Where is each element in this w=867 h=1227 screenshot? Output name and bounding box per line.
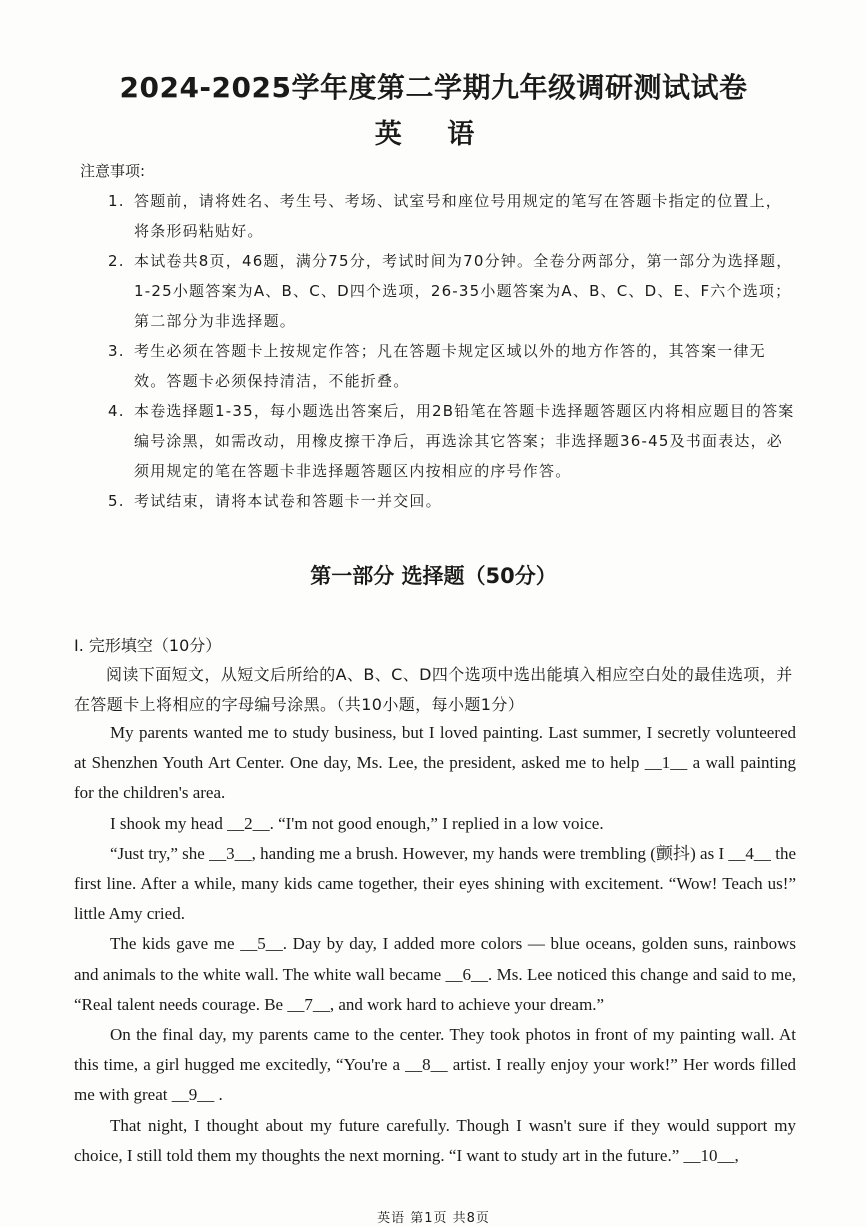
note-item — [108, 246, 798, 336]
notes-heading: 注意事项: — [80, 162, 146, 180]
note-item — [108, 186, 798, 246]
section-title: I. 完形填空（10分） — [74, 636, 222, 655]
notes-list — [108, 186, 798, 516]
note-text: 考试结束，请将本试卷和答题卡一并交回。 — [134, 492, 442, 510]
note-number: 3. — [108, 342, 125, 360]
passage-paragraph: The kids gave me __5__. Day by day, I added more colors — blue oceans, golden suns, rainbows and animals to the white wall. The white wall became __6__. Ms. Lee noticed this change and said to me, “Real talent needs courage. Be __7__, and work hard to achieve your dream.” — [74, 934, 796, 1014]
exam-title: 2024-2025学年度第二学期九年级调研测试试卷 — [119, 71, 748, 104]
part-one-title: 第一部分 选择题（50分） — [310, 564, 557, 588]
note-text: 考生必须在答题卡上按规定作答；凡在答题卡规定区域以外的地方作答的，其答案一律无效。答题卡必须保持清洁，不能折叠。 — [134, 342, 766, 390]
note-number: 5. — [108, 492, 125, 510]
note-text: 本卷选择题1-35，每小题选出答案后，用2B铅笔在答题卡选择题答题区内将相应题目的答案编号涂黑，如需改动，用橡皮擦干净后，再选涂其它答案；非选择题36-45及书面表达，必须用规定的笔在答题卡非选择题答题区内按相应的序号作答。 — [134, 402, 795, 480]
subject-title: 英 语 — [374, 119, 493, 150]
note-number: 4. — [108, 402, 125, 420]
note-item — [108, 396, 798, 486]
passage-paragraph: I shook my head __2__. “I'm not good enough,” I replied in a low voice. — [110, 813, 604, 833]
page-footer: 英语 第1页 共8页 — [377, 1211, 490, 1226]
note-item — [108, 486, 798, 516]
note-number: 1. — [108, 192, 125, 210]
passage-paragraph: On the final day, my parents came to the center. They took photos in front of my painting wall. At this time, a girl hugged me excitedly, “You're a __8__ artist. I really enjoy your work!” Her words filled me with great __9__ . — [74, 1025, 796, 1105]
passage-paragraph: My parents wanted me to study business, but I loved painting. Last summer, I secretly volunteered at Shenzhen Youth Art Center. One day, Ms. Lee, the president, asked me to help __1__ a wall painting for the children's area. — [74, 723, 796, 803]
note-text: 本试卷共8页，46题，满分75分，考试时间为70分钟。全卷分两部分，第一部分为选择题，1-25小题答案为A、B、C、D四个选项，26-35小题答案为A、B、C、D、E、F六个选项；第二部分为非选择题。 — [134, 252, 793, 330]
note-item — [108, 336, 798, 396]
note-number: 2. — [108, 252, 125, 270]
note-text: 答题前，请将姓名、考生号、考场、试室号和座位号用规定的笔写在答题卡指定的位置上，将条形码粘贴好。 — [134, 192, 783, 240]
passage-paragraph: “Just try,” she __3__, handing me a brush. However, my hands were trembling (颤抖) as I __4__ the first line. After a while, many kids came together, their eyes shining with excitement. “Wow! Teach us!” little Amy cried. — [74, 843, 796, 924]
passage-paragraph: That night, I thought about my future carefully. Though I wasn't sure if they would support my choice, I still told them my thoughts the next morning. “I want to study art in the future.” __10__, — [74, 1115, 796, 1165]
cloze-passage — [74, 718, 796, 1171]
section-instructions: 阅读下面短文，从短文后所给的A、B、C、D四个选项中选出能填入相应空白处的最佳选项，并在答题卡上将相应的字母编号涂黑。（共10小题，每小题1分） — [74, 665, 793, 714]
